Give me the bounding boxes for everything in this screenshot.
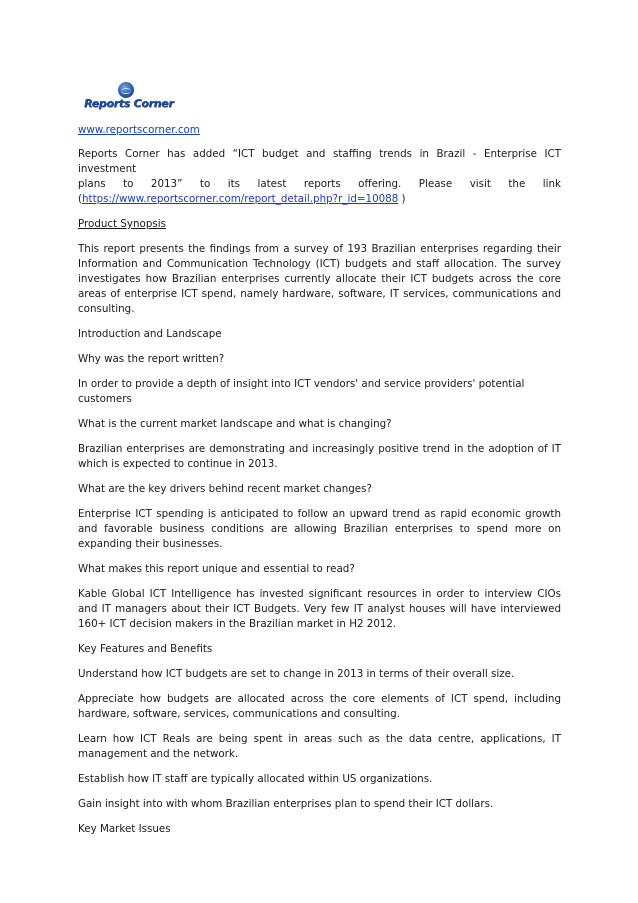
synopsis-paragraph: This report presents the findings from a survey of 193 Brazilian enterprises regarding their Information and Communication Technology (ICT) budgets and staff allocation. The survey investigates how Brazilian enterprises currently allocate their ICT budgets across the core areas of enterprise ICT spend, namely hardware, software, IT services, communications and consulting.: [78, 243, 561, 315]
question-unique: What makes this report unique and essential to read?: [78, 563, 355, 575]
feature-staff-allocation: Establish how IT staff are typically allocated within US organizations.: [78, 773, 433, 785]
feature-budgets-change: Understand how ICT budgets are set to change in 2013 in terms of their overall size.: [78, 668, 515, 680]
feature-budget-allocation: Appreciate how budgets are allocated across the core elements of ICT spend, including hardware, software, services, communications and consulting.: [78, 693, 561, 720]
answer-why-written: In order to provide a depth of insight into ICT vendors' and service providers' potential customers: [78, 378, 525, 405]
question-why-written: Why was the report written?: [78, 353, 225, 365]
question-market-landscape: What is the current market landscape and what is changing?: [78, 418, 392, 430]
answer-unique: Kable Global ICT Intelligence has invested significant resources in order to interview CIOs and IT managers about their ICT Budgets. Very few IT analyst houses will have interviewed 160+ ICT decision makers in the Brazilian market in H2 2012.: [78, 588, 561, 630]
intro-paren-close: ): [398, 193, 406, 205]
document-body: [78, 123, 561, 847]
site-link[interactable]: www.reportscorner.com: [78, 124, 200, 136]
reports-corner-logo: [84, 82, 174, 112]
intro-line-1: Reports Corner has added “ICT budget and staffing trends in Brazil - Enterprise ICT investment: [78, 148, 561, 175]
section-heading-features: Key Features and Benefits: [78, 643, 213, 655]
product-synopsis-heading: Product Synopsis: [78, 218, 166, 230]
globe-icon: [118, 82, 134, 98]
intro-paragraph: [78, 147, 561, 207]
answer-key-drivers: Enterprise ICT spending is anticipated to follow an upward trend as rapid economic growth and favorable business conditions are allowing Brazilian enterprises to spend more on expanding their businesses.: [78, 508, 561, 550]
logo-wordmark: Reports Corner: [84, 97, 174, 110]
report-link[interactable]: https://www.reportscorner.com/report_detail.php?r_id=10088: [82, 193, 399, 205]
answer-market-landscape: Brazilian enterprises are demonstrating and increasingly positive trend in the adoption of IT which is expected to continue in 2013.: [78, 443, 561, 470]
intro-line-2: plans to 2013” to its latest reports offering. Please visit the link: [78, 178, 561, 190]
question-key-drivers: What are the key drivers behind recent market changes?: [78, 483, 372, 495]
feature-insight: Gain insight into with whom Brazilian enterprises plan to spend their ICT dollars.: [78, 798, 494, 810]
feature-reals-spent: Learn how ICT Reals are being spent in areas such as the data centre, applications, IT management and the network.: [78, 733, 561, 760]
section-heading-introduction: Introduction and Landscape: [78, 328, 222, 340]
section-heading-market-issues: Key Market Issues: [78, 823, 171, 835]
intro-paren-open: (: [78, 193, 83, 205]
